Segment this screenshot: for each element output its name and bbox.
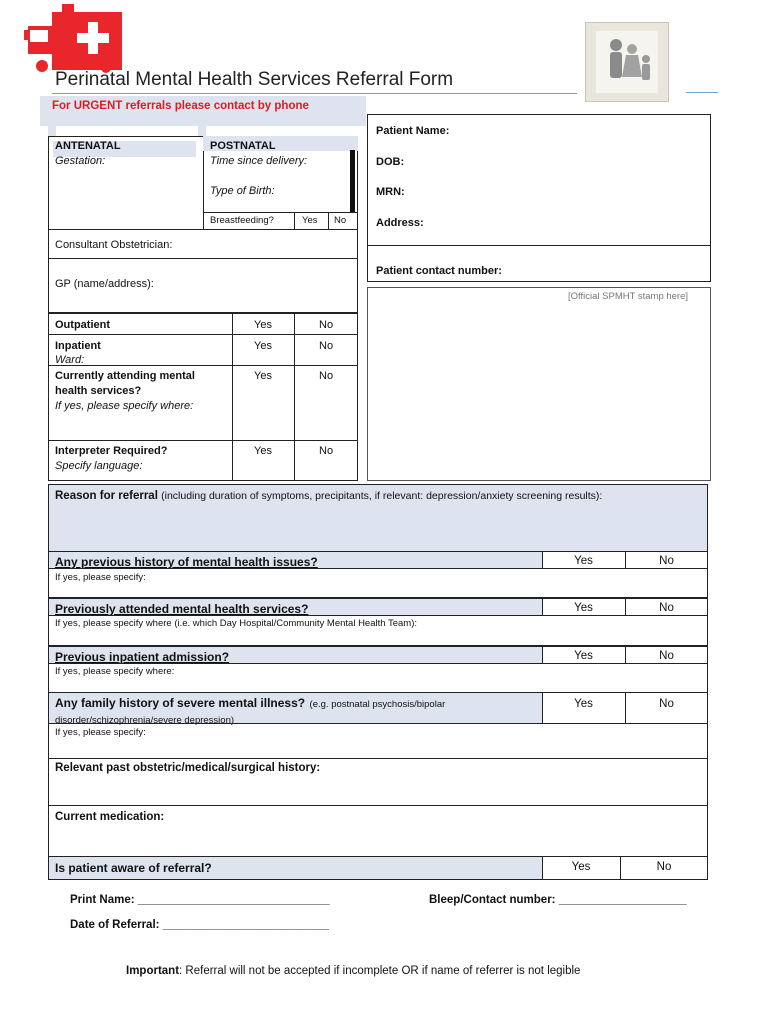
- important-label: Important: [126, 965, 180, 977]
- aware-no[interactable]: No: [656, 861, 672, 873]
- page-title: Perinatal Mental Health Services Referral Form: [55, 69, 454, 90]
- history-q3-no[interactable]: No: [659, 650, 674, 662]
- stamp-box: [367, 287, 711, 481]
- outpatient-label: Outpatient: [55, 319, 110, 331]
- status-col2: [294, 313, 295, 481]
- reason-label: Reason for referral: [55, 490, 158, 502]
- tab-left: [48, 126, 56, 136]
- family-photo: [585, 22, 669, 102]
- tab-patient: [575, 104, 711, 114]
- postnatal-label: POSTNATAL: [210, 140, 276, 152]
- ambulance-logo: [24, 4, 124, 74]
- status-row3: [48, 440, 358, 441]
- title-rule: [52, 93, 577, 94]
- reason-text[interactable]: [55, 490, 705, 502]
- history-q4-no[interactable]: No: [659, 698, 674, 710]
- currently-attending-no[interactable]: No: [319, 370, 334, 382]
- bf-div2: [328, 212, 329, 230]
- breastfeeding-label: Breastfeeding?: [210, 215, 274, 226]
- urgent-text: For URGENT referrals please contact by phone: [52, 100, 309, 112]
- history-q3-yes[interactable]: Yes: [574, 650, 593, 662]
- tab-right: [198, 126, 206, 136]
- address-label[interactable]: Address:: [376, 217, 424, 229]
- date-of-referral-field[interactable]: Date of Referral: __________________________: [70, 919, 329, 931]
- stamp-text: [Official SPMHT stamp here]: [568, 291, 689, 302]
- patient-contact-label[interactable]: Patient contact number:: [376, 265, 502, 277]
- medication-label[interactable]: Current medication:: [55, 811, 165, 823]
- gestation-label[interactable]: Gestation:: [55, 155, 106, 167]
- language-label[interactable]: Specify language:: [55, 460, 143, 472]
- time-since-delivery-label[interactable]: Time since delivery:: [210, 155, 308, 167]
- history-q2-sub[interactable]: If yes, please specify where (i.e. which Day Hospital/Community Mental Health Team):: [55, 618, 418, 629]
- history-q1-label: Any previous history of mental health issues?: [55, 555, 318, 569]
- history-q1-no[interactable]: No: [659, 555, 674, 567]
- obstetric-history-label[interactable]: Relevant past obstetric/medical/surgical history:: [55, 762, 321, 774]
- important-text: : Referral will not be accepted if incomplete OR if name of referrer is not legible: [179, 965, 581, 977]
- type-of-birth-label[interactable]: Type of Birth:: [210, 185, 275, 197]
- contact-rule: [367, 245, 711, 246]
- important-note: [126, 965, 580, 977]
- bleep-contact-field[interactable]: Bleep/Contact number: ____________________: [429, 894, 687, 906]
- postnatal-thick-bar: [350, 150, 355, 212]
- history-q4-note: (e.g. postnatal psychosis/bipolar disorder/schizophrenia/severe depression): [55, 699, 446, 726]
- gp-label[interactable]: GP (name/address):: [55, 278, 154, 290]
- breastfeeding-row-rule: [203, 212, 358, 213]
- history-q2-yes[interactable]: Yes: [574, 602, 593, 614]
- patient-name-label[interactable]: Patient Name:: [376, 125, 450, 137]
- print-name-field[interactable]: Print Name: ______________________________: [70, 894, 330, 906]
- status-col1: [232, 313, 233, 481]
- aware-label: Is patient aware of referral?: [55, 861, 212, 875]
- inpatient-label: Inpatient: [55, 340, 101, 352]
- bf-div1: [294, 212, 295, 230]
- history-q4-sub-row: [48, 723, 708, 759]
- history-q4-sub[interactable]: If yes, please specify:: [55, 727, 146, 738]
- interpreter-no[interactable]: No: [319, 445, 334, 457]
- history-q3-label: Previous inpatient admission?: [55, 650, 230, 664]
- antenatal-label: ANTENATAL: [55, 140, 121, 152]
- ward-label[interactable]: Ward:: [55, 354, 85, 366]
- aware-yes[interactable]: Yes: [571, 861, 591, 873]
- history-q3-sub[interactable]: If yes, please specify where:: [55, 666, 175, 677]
- inpatient-yes[interactable]: Yes: [254, 340, 272, 352]
- consultant-label[interactable]: Consultant Obstetrician:: [55, 239, 173, 251]
- mrn-label[interactable]: MRN:: [376, 186, 405, 198]
- history-q2-no[interactable]: No: [659, 602, 674, 614]
- history-q4-label: Any family history of severe mental illness?: [55, 696, 306, 710]
- history-q2-label: Previously attended mental health services?: [55, 602, 309, 616]
- history-q1-yes[interactable]: Yes: [574, 555, 593, 567]
- currently-attending-where[interactable]: If yes, please specify where:: [55, 400, 194, 412]
- history-q1-sub[interactable]: If yes, please specify:: [55, 572, 146, 583]
- interpreter-label: Interpreter Required?: [55, 445, 168, 457]
- status-row1: [48, 334, 358, 335]
- currently-attending-label: Currently attending mental health services?: [55, 370, 195, 397]
- patient-details-box: [367, 114, 711, 282]
- breastfeeding-yes[interactable]: Yes: [302, 215, 318, 226]
- reason-note: (including duration of symptoms, precipitants, if relevant: depression/anxiety screening results):: [161, 490, 603, 502]
- breastfeeding-no[interactable]: No: [334, 215, 347, 226]
- history-q4-yes[interactable]: Yes: [574, 698, 593, 710]
- photo-rule: [686, 92, 718, 93]
- inpatient-no[interactable]: No: [319, 340, 334, 352]
- dob-label[interactable]: DOB:: [376, 156, 405, 168]
- history-q1-sub-row: [48, 568, 708, 598]
- status-row2: [48, 365, 358, 366]
- interpreter-yes[interactable]: Yes: [254, 445, 272, 457]
- currently-attending-yes[interactable]: Yes: [254, 370, 272, 382]
- outpatient-yes[interactable]: Yes: [254, 319, 272, 331]
- outpatient-no[interactable]: No: [319, 319, 334, 331]
